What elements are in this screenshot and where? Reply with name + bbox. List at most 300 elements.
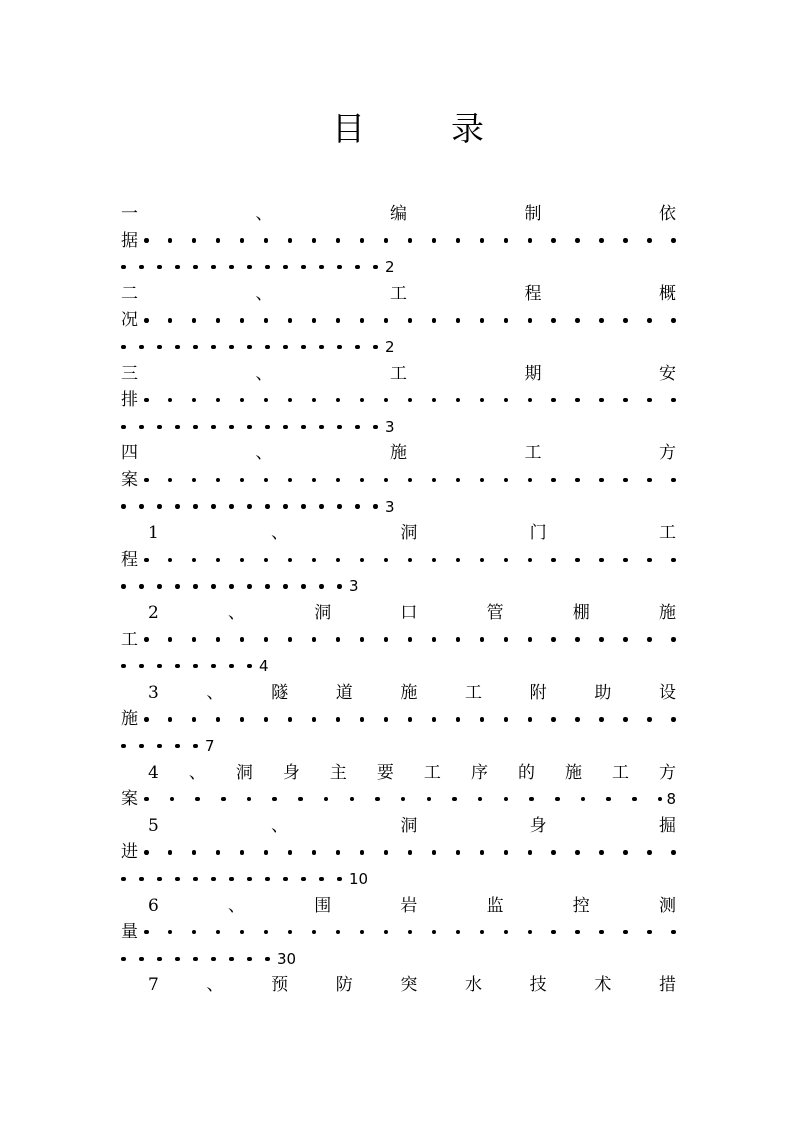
leader-dot: [121, 345, 126, 350]
leader-dot: [168, 930, 173, 935]
toc-entry-char: 、: [255, 443, 273, 464]
leader-dot: [216, 478, 221, 483]
leader-dot: [408, 717, 413, 722]
leader-dot: [384, 238, 389, 243]
toc-entry-last-char: 施: [121, 709, 138, 730]
leader-dot: [408, 318, 413, 323]
leader-dot: [355, 345, 360, 350]
leader-dot: [240, 637, 245, 642]
leader-dot: [175, 345, 180, 350]
leader-dot: [157, 744, 162, 749]
toc-entry-char: 附: [529, 682, 547, 703]
leader-dot: [599, 318, 604, 323]
toc-entry-char: 一: [121, 204, 138, 224]
leader-dot: [528, 637, 533, 642]
toc-leader-line: [121, 228, 676, 254]
leader-dot: [551, 318, 556, 323]
toc-entry-char: 依: [659, 204, 676, 224]
leader-dot: [139, 584, 144, 589]
leader-dots: [144, 717, 676, 722]
leader-dots: [144, 850, 676, 855]
leader-dot: [192, 478, 197, 483]
leader-dot: [606, 797, 611, 802]
leader-dot: [599, 717, 604, 722]
toc-entry-char: 程: [524, 283, 542, 304]
leader-dot: [121, 877, 126, 882]
leader-dot: [504, 558, 509, 563]
toc-entry-char: 管: [486, 603, 504, 623]
leader-dot: [647, 398, 652, 403]
leader-dot: [265, 584, 270, 589]
leader-dot: [360, 398, 365, 403]
leader-dot: [432, 398, 437, 403]
toc-entry-heading[interactable]: [121, 972, 676, 998]
toc-entry-char: 施: [400, 682, 418, 703]
leader-dot: [192, 930, 197, 935]
toc-entry-heading[interactable]: [121, 893, 676, 919]
leader-dot: [211, 584, 216, 589]
toc-entry-char: 安: [659, 363, 676, 384]
toc-entry-char: 门: [529, 523, 547, 544]
toc-entry-char: 4: [148, 762, 159, 783]
leader-dot: [283, 345, 288, 350]
leader-dot: [319, 265, 324, 270]
toc-entry-char: 技: [529, 975, 547, 996]
leader-dot: [144, 850, 149, 855]
leader-dot: [647, 850, 652, 855]
page-number: 8: [666, 790, 676, 809]
leader-dot: [211, 504, 216, 509]
toc-entry-char: 二: [121, 283, 138, 304]
leader-dot: [480, 637, 485, 642]
page-number: 3: [385, 497, 395, 516]
toc-entry-heading[interactable]: [121, 813, 676, 839]
leader-dot: [240, 850, 245, 855]
leader-dot: [264, 930, 269, 935]
toc-entry-heading[interactable]: [121, 281, 676, 307]
page-number: 3: [385, 417, 395, 436]
leader-dot: [240, 717, 245, 722]
leader-dot: [575, 238, 580, 243]
leader-dot: [360, 238, 365, 243]
toc-entry-char: 防: [335, 975, 353, 996]
leader-dot: [265, 265, 270, 270]
leader-dot: [647, 558, 652, 563]
leader-dot: [121, 265, 126, 270]
toc-entry-heading[interactable]: [121, 201, 676, 227]
leader-dot: [456, 930, 461, 935]
leader-dot: [216, 850, 221, 855]
leader-dot: [240, 318, 245, 323]
leader-dot: [211, 425, 216, 430]
leader-dot: [528, 318, 533, 323]
leader-dot: [265, 877, 270, 882]
leader-dot: [551, 637, 556, 642]
toc-entry-char: 预: [271, 975, 289, 996]
toc-entry-char: 工: [423, 762, 441, 783]
leader-dot: [384, 930, 389, 935]
leader-dot: [192, 238, 197, 243]
toc-page-line: [121, 414, 676, 440]
leader-dot: [175, 504, 180, 509]
toc-page-line: [121, 573, 676, 599]
toc-entry-char: 、: [271, 523, 289, 544]
leader-dot: [324, 797, 329, 802]
leader-dot: [408, 930, 413, 935]
leader-dot: [312, 850, 317, 855]
leader-dots: [144, 238, 676, 243]
toc-entry-char: 的: [517, 762, 535, 783]
leader-dot: [337, 584, 342, 589]
leader-dot: [144, 478, 149, 483]
toc-entry-heading[interactable]: [121, 520, 676, 546]
leader-dot: [599, 558, 604, 563]
toc-entry-char: 要: [376, 762, 394, 783]
leader-dot: [168, 558, 173, 563]
leader-dot: [216, 637, 221, 642]
leader-dot: [336, 238, 341, 243]
leader-dot: [529, 797, 534, 802]
leader-dot: [193, 957, 198, 962]
toc-entry-char: 工: [465, 682, 483, 703]
leader-dot: [144, 558, 149, 563]
leader-dot: [336, 558, 341, 563]
leader-dot: [175, 664, 180, 669]
leader-dot: [671, 238, 676, 243]
leader-dot: [432, 558, 437, 563]
toc-entry-char: 工: [390, 283, 407, 304]
toc-entry-char: 2: [148, 603, 159, 623]
leader-dot: [221, 797, 226, 802]
toc-entry-char: 工: [524, 443, 542, 464]
leader-dot: [575, 398, 580, 403]
leader-dot: [504, 850, 509, 855]
leader-dot: [193, 425, 198, 430]
leader-dot: [555, 797, 560, 802]
leader-dot: [288, 238, 293, 243]
leader-dot: [211, 664, 216, 669]
page-number: 30: [277, 949, 297, 968]
toc-entry-char: 洞: [400, 523, 418, 544]
toc-page-line: [121, 254, 676, 280]
leader-dot: [581, 797, 586, 802]
toc-entry-heading[interactable]: [121, 680, 676, 706]
leader-dot: [175, 957, 180, 962]
leader-dot: [632, 797, 637, 802]
leader-dot: [312, 717, 317, 722]
toc-entry-char: 7: [148, 975, 159, 996]
leader-dot: [599, 478, 604, 483]
leader-dot: [456, 850, 461, 855]
toc-entry-char: 施: [658, 603, 676, 623]
leader-dot: [528, 850, 533, 855]
leader-dot: [168, 850, 173, 855]
page-number: 4: [259, 657, 269, 676]
toc-entry-last-char: 程: [121, 549, 138, 570]
leader-dot: [265, 425, 270, 430]
leader-dot: [193, 744, 198, 749]
leader-dot: [355, 504, 360, 509]
leader-dot: [408, 558, 413, 563]
page-number: 2: [385, 338, 395, 356]
leader-dot: [264, 717, 269, 722]
leader-dot: [247, 797, 252, 802]
leader-dot: [312, 238, 317, 243]
leader-dot: [264, 637, 269, 642]
toc-entry-char: 、: [255, 363, 273, 384]
leader-dot: [264, 398, 269, 403]
leader-dot: [211, 265, 216, 270]
toc-entry-char: 3: [148, 682, 159, 703]
leader-dot: [337, 504, 342, 509]
leader-dots: [144, 558, 676, 563]
toc-entry-heading[interactable]: [121, 440, 676, 466]
toc-entry-char: 洞: [400, 815, 418, 836]
leader-dot: [480, 717, 485, 722]
toc-page-line: [121, 334, 676, 360]
leader-dot: [247, 584, 252, 589]
leader-dot: [432, 238, 437, 243]
leader-dot: [401, 797, 406, 802]
leader-dot: [144, 318, 149, 323]
leader-dot: [504, 238, 509, 243]
toc-leader-line: [121, 467, 676, 493]
leader-dot: [240, 398, 245, 403]
leader-dot: [504, 717, 509, 722]
leader-dot: [216, 717, 221, 722]
toc-entry-char: 方: [659, 443, 676, 464]
leader-dot: [355, 265, 360, 270]
leader-dot: [478, 797, 483, 802]
leader-dot: [456, 558, 461, 563]
leader-dot: [264, 558, 269, 563]
leader-dot: [337, 877, 342, 882]
leader-dot: [229, 584, 234, 589]
leader-dot: [373, 504, 378, 509]
leader-dot: [264, 478, 269, 483]
leader-dot: [192, 398, 197, 403]
leader-dot: [452, 797, 457, 802]
leader-dot: [408, 238, 413, 243]
toc-entry-heading[interactable]: [121, 760, 676, 786]
leader-dot: [623, 637, 628, 642]
leader-dot: [360, 637, 365, 642]
leader-dot: [319, 425, 324, 430]
toc-entry-char: 、: [188, 762, 206, 783]
leader-dot: [375, 797, 380, 802]
leader-dot: [551, 850, 556, 855]
leader-dot: [288, 637, 293, 642]
toc-entry-last-char: 进: [121, 842, 138, 863]
toc-page-line: [121, 494, 676, 520]
leader-dot: [336, 850, 341, 855]
leader-dot: [480, 318, 485, 323]
leader-dot: [384, 717, 389, 722]
leader-dot: [551, 717, 556, 722]
leader-dot: [192, 318, 197, 323]
leader-dot: [121, 425, 126, 430]
leader-dot: [373, 425, 378, 430]
leader-dot: [288, 717, 293, 722]
toc-entry-char: 、: [228, 603, 246, 623]
leader-dot: [456, 398, 461, 403]
leader-dot: [360, 850, 365, 855]
toc-entry-char: 、: [255, 283, 273, 304]
leader-dot: [144, 238, 149, 243]
leader-dot: [157, 664, 162, 669]
leader-dot: [193, 265, 198, 270]
leader-dot: [623, 717, 628, 722]
leader-dot: [283, 877, 288, 882]
leader-dot: [575, 478, 580, 483]
leader-dot: [312, 930, 317, 935]
leader-dot: [528, 717, 533, 722]
leader-dot: [384, 850, 389, 855]
title-char-2: 录: [451, 109, 484, 148]
toc-entry-char: 岩: [400, 895, 418, 916]
leader-dot: [432, 637, 437, 642]
leader-dot: [504, 637, 509, 642]
toc-entry-char: 控: [572, 895, 590, 916]
leader-dot: [229, 425, 234, 430]
leader-dot: [623, 930, 628, 935]
leader-dot: [283, 425, 288, 430]
leader-dot: [272, 797, 277, 802]
leader-dot: [432, 318, 437, 323]
leader-dot: [144, 637, 149, 642]
leader-dot: [139, 265, 144, 270]
leader-dot: [336, 398, 341, 403]
leader-dot: [192, 717, 197, 722]
leader-dot: [551, 558, 556, 563]
toc-entry-char: 四: [121, 443, 138, 464]
toc-entry-char: 设: [658, 682, 676, 703]
leader-dot: [319, 584, 324, 589]
leader-dot: [671, 637, 676, 642]
leader-dot: [384, 558, 389, 563]
leader-dot: [336, 318, 341, 323]
leader-dot: [456, 717, 461, 722]
leader-dots: [144, 398, 676, 403]
leader-dot: [247, 504, 252, 509]
toc-entry-char: 口: [400, 603, 418, 623]
leader-dot: [283, 265, 288, 270]
toc-entry-last-char: 案: [121, 789, 138, 810]
toc-leader-line: [121, 307, 676, 333]
leader-dot: [247, 425, 252, 430]
toc-entry-char: 围: [314, 895, 332, 916]
leader-dot: [211, 877, 216, 882]
leader-dot: [336, 930, 341, 935]
leader-dot: [408, 850, 413, 855]
leader-dot: [360, 717, 365, 722]
leader-dot: [575, 318, 580, 323]
leader-dot: [671, 318, 676, 323]
toc-page-line: [121, 653, 676, 679]
leader-dot: [301, 584, 306, 589]
leader-dot: [504, 797, 509, 802]
leader-dot: [240, 238, 245, 243]
leader-dot: [575, 558, 580, 563]
leader-dot: [175, 584, 180, 589]
toc-entry-char: 身: [282, 762, 300, 783]
leader-dot: [623, 318, 628, 323]
toc-entry-char: 期: [524, 363, 542, 384]
toc-entry-char: 措: [658, 975, 676, 996]
toc-entry-char: 洞: [235, 762, 253, 783]
leader-dot: [301, 265, 306, 270]
leader-dot: [139, 425, 144, 430]
toc-entry-heading[interactable]: [121, 600, 676, 626]
leader-dot: [247, 664, 252, 669]
leader-dot: [504, 398, 509, 403]
leader-dot: [384, 637, 389, 642]
leader-dot: [551, 398, 556, 403]
leader-dot: [157, 877, 162, 882]
leader-dot: [623, 850, 628, 855]
page-number: 10: [349, 870, 369, 888]
toc-entry-char: 道: [335, 682, 353, 703]
leader-dot: [528, 238, 533, 243]
leader-dot: [168, 398, 173, 403]
leader-dot: [211, 345, 216, 350]
leader-dot: [575, 930, 580, 935]
leader-dot: [671, 478, 676, 483]
leader-dot: [157, 584, 162, 589]
toc-entry-char: 1: [148, 523, 159, 544]
toc-entry-char: 助: [594, 682, 612, 703]
leader-dot: [216, 318, 221, 323]
leader-dot: [671, 850, 676, 855]
leader-dot: [144, 398, 149, 403]
leader-dot: [139, 664, 144, 669]
leader-dot: [288, 558, 293, 563]
leader-dot: [288, 850, 293, 855]
leader-dot: [229, 265, 234, 270]
leader-dot: [195, 797, 200, 802]
toc-leader-line: [121, 839, 676, 865]
leader-dot: [264, 318, 269, 323]
leader-dot: [193, 584, 198, 589]
leader-dots: [144, 797, 662, 802]
leader-dot: [312, 318, 317, 323]
toc-entry-char: 施: [564, 762, 582, 783]
toc-entry-heading[interactable]: [121, 361, 676, 387]
leader-dot: [408, 478, 413, 483]
toc-entry-char: 突: [400, 975, 418, 996]
leader-dot: [355, 425, 360, 430]
leader-dot: [647, 478, 652, 483]
leader-dot: [229, 877, 234, 882]
leader-dot: [528, 930, 533, 935]
leader-dot: [658, 797, 663, 802]
leader-dot: [157, 425, 162, 430]
leader-dot: [551, 930, 556, 935]
leader-dot: [647, 637, 652, 642]
toc-entry-last-char: 量: [121, 922, 138, 943]
leader-dot: [157, 504, 162, 509]
leader-dot: [301, 425, 306, 430]
toc-entry-char: 、: [271, 815, 289, 836]
leader-dot: [336, 637, 341, 642]
toc-entry-char: 概: [659, 283, 676, 304]
leader-dot: [504, 930, 509, 935]
toc-entry-last-char: 案: [121, 470, 138, 490]
leader-dot: [170, 797, 175, 802]
leader-dot: [427, 797, 432, 802]
leader-dot: [551, 478, 556, 483]
leader-dots: [144, 318, 676, 323]
